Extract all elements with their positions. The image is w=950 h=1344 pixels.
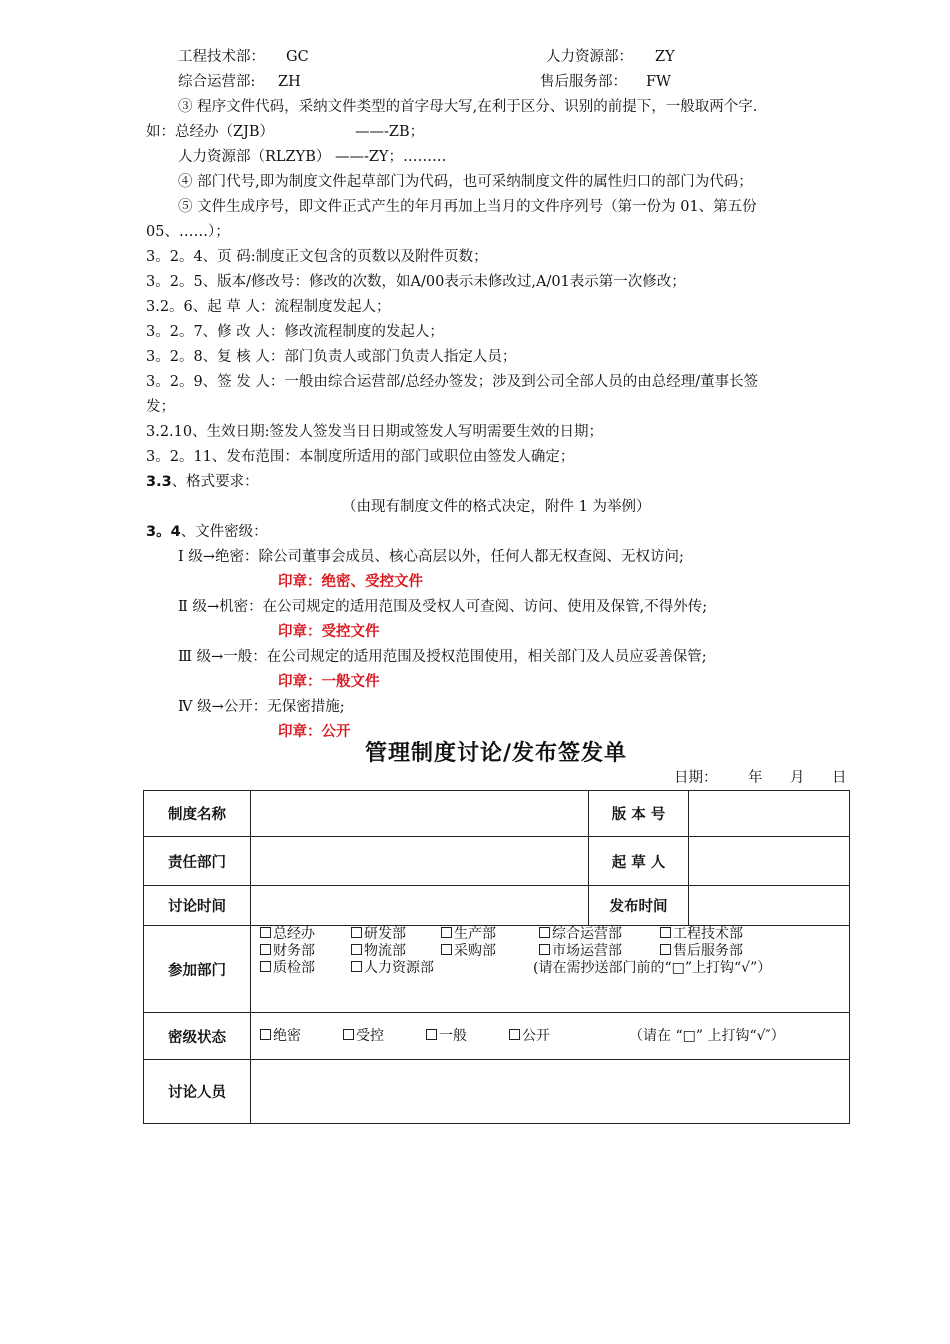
secrecy-option[interactable] bbox=[426, 1026, 467, 1046]
row-name-version bbox=[144, 791, 850, 837]
field-discuss-time[interactable] bbox=[251, 886, 589, 926]
section-3-3-label: 、格式要求： bbox=[171, 474, 259, 490]
row-participants bbox=[144, 926, 850, 1013]
label-publish-time: 发布时间 bbox=[589, 886, 689, 926]
dept-option-label: 总经办 bbox=[273, 926, 315, 942]
level-4-text: Ⅳ 级→公开：无保密措施; bbox=[178, 699, 345, 715]
checkbox-icon[interactable] bbox=[539, 944, 550, 955]
dept-option[interactable] bbox=[539, 943, 622, 960]
field-policy-name[interactable] bbox=[251, 791, 589, 837]
secrecy-note: （请在 “□” 上打钩“√″） bbox=[629, 1028, 785, 1044]
field-version[interactable] bbox=[689, 791, 850, 837]
dept-option-label: 生产部 bbox=[454, 926, 496, 942]
para-example-zb: ——-ZB； bbox=[355, 124, 425, 140]
checkbox-icon[interactable] bbox=[426, 1029, 437, 1040]
level-1-text: Ⅰ 级→绝密：除公司董事会成员、核心高层以外，任何人都无权查阅、无权访问; bbox=[178, 549, 684, 565]
secrecy-option-label: 公开 bbox=[522, 1028, 550, 1044]
item-3-2-8: 3。2。8、复 核 人：部门负责人或部门负责人指定人员； bbox=[146, 349, 517, 365]
section-3-3-number: 3.3 bbox=[146, 474, 172, 490]
dept-option[interactable] bbox=[260, 943, 315, 960]
checkbox-icon[interactable] bbox=[351, 961, 362, 972]
dept-note: (请在需抄送部门前的“□”上打钩“√”） bbox=[533, 960, 772, 976]
item-3-2-5: 3。2。5、版本/修改号：修改的次数，如A/00表示未修改过,A/01表示第一次修改； bbox=[146, 274, 686, 290]
code-label-aftersales: 售后服务部： bbox=[540, 74, 627, 90]
row-dept-drafter bbox=[144, 837, 850, 886]
item-3-2-7: 3。2。7、修 改 人：修改流程制度的发起人； bbox=[146, 324, 444, 340]
dept-option-label: 售后服务部 bbox=[673, 943, 743, 959]
section-3-3-heading bbox=[146, 472, 259, 492]
item-3-2-9: 3。2。9、签 发 人：一般由综合运营部/总经办签发；涉及到公司全部人员的由总经理/董事长签 bbox=[146, 374, 759, 390]
row-times bbox=[144, 886, 850, 926]
secrecy-option[interactable] bbox=[260, 1026, 301, 1046]
participants-cell bbox=[251, 926, 850, 1013]
date-month: 月 bbox=[790, 770, 805, 786]
field-publish-time[interactable] bbox=[689, 886, 850, 926]
item-3-2-6: 3.2。6、起 草 人：流程制度发起人； bbox=[146, 299, 391, 315]
level-3-stamp: 印章：一般文件 bbox=[278, 674, 380, 690]
level-2-text: Ⅱ 级→机密：在公司规定的适用范围及受权人可查阅、访问、使用及保管,不得外传; bbox=[178, 599, 708, 615]
checkbox-icon[interactable] bbox=[343, 1029, 354, 1040]
dept-option-label: 财务部 bbox=[273, 943, 315, 959]
field-responsible-dept[interactable] bbox=[251, 837, 589, 886]
dept-option[interactable] bbox=[539, 926, 622, 943]
level-2-stamp: 印章：受控文件 bbox=[278, 624, 380, 640]
level-1-stamp: 印章：绝密、受控文件 bbox=[278, 574, 423, 590]
label-participants: 参加部门 bbox=[144, 926, 251, 1013]
item-3-2-10: 3.2.10、生效日期:签发人签发当日日期或签发人写明需要生效的日期； bbox=[146, 424, 604, 440]
dept-option[interactable] bbox=[260, 960, 315, 977]
checkbox-icon[interactable] bbox=[260, 1029, 271, 1040]
checkbox-icon[interactable] bbox=[441, 927, 452, 938]
secrecy-options bbox=[251, 1013, 849, 1059]
code-label-hr: 人力资源部： bbox=[546, 49, 633, 65]
dept-option[interactable] bbox=[351, 943, 406, 960]
dept-option-label: 质检部 bbox=[273, 960, 315, 976]
section-3-3-note: （由现有制度文件的格式决定，附件 1 为举例） bbox=[342, 499, 651, 515]
secrecy-option[interactable] bbox=[509, 1026, 550, 1046]
dept-option[interactable] bbox=[441, 926, 496, 943]
section-3-4-label: 、文件密级： bbox=[180, 524, 268, 540]
dept-option[interactable] bbox=[441, 943, 496, 960]
date-day: 日 bbox=[832, 770, 847, 786]
dept-options bbox=[251, 926, 849, 1011]
row-discussants bbox=[144, 1060, 850, 1124]
label-discuss-time: 讨论时间 bbox=[144, 886, 251, 926]
code-value-operations: ZH bbox=[278, 74, 301, 90]
para-program-code: ③ 程序文件代码，采纳文件类型的首字母大写,在利于区分、识别的前提下，一般取两个字. bbox=[178, 99, 758, 115]
code-value-engineering: GC bbox=[286, 49, 309, 65]
code-label-operations: 综合运营部: bbox=[178, 74, 256, 90]
date-label: 日期： bbox=[674, 770, 718, 786]
checkbox-icon[interactable] bbox=[539, 927, 550, 938]
para-serial-number-cont: 05、……）； bbox=[146, 224, 230, 240]
checkbox-icon[interactable] bbox=[260, 944, 271, 955]
dept-option[interactable] bbox=[660, 943, 743, 960]
secrecy-option[interactable] bbox=[343, 1026, 384, 1046]
label-responsible-dept: 责任部门 bbox=[144, 837, 251, 886]
field-discussants[interactable] bbox=[251, 1060, 850, 1124]
para-example-rlzyb: 人力资源部（RLZYB） ——-ZY；……… bbox=[178, 149, 447, 165]
date-year: 年 bbox=[748, 770, 763, 786]
dept-option-label: 采购部 bbox=[454, 943, 496, 959]
checkbox-icon[interactable] bbox=[351, 944, 362, 955]
dept-option[interactable] bbox=[351, 926, 406, 943]
para-serial-number: ⑤ 文件生成序号，即文件正式产生的年月再加上当月的文件序列号（第一份为 01、第五份 bbox=[178, 199, 757, 215]
dept-option-label: 综合运营部 bbox=[552, 926, 622, 942]
item-3-2-11: 3。2。11、发布范围：本制度所适用的部门或职位由签发人确定； bbox=[146, 449, 575, 465]
signoff-form-table bbox=[143, 790, 850, 1124]
checkbox-icon[interactable] bbox=[660, 927, 671, 938]
label-version: 版 本 号 bbox=[589, 791, 689, 837]
section-3-4-heading bbox=[146, 522, 268, 542]
checkbox-icon[interactable] bbox=[509, 1029, 520, 1040]
code-label-engineering: 工程技术部： bbox=[178, 49, 265, 65]
level-4-stamp: 印章：公开 bbox=[278, 724, 351, 740]
dept-option[interactable] bbox=[260, 926, 315, 943]
dept-option-label: 市场运营部 bbox=[552, 943, 622, 959]
para-dept-code: ④ 部门代号,即为制度文件起草部门为代码，也可采纳制度文件的属性归口的部门为代码； bbox=[178, 174, 753, 190]
label-drafter: 起 草 人 bbox=[589, 837, 689, 886]
checkbox-icon[interactable] bbox=[260, 927, 271, 938]
label-secrecy: 密级状态 bbox=[144, 1013, 251, 1060]
secrecy-option-label: 绝密 bbox=[273, 1028, 301, 1044]
level-3-text: Ⅲ 级→一般：在公司规定的适用范围及授权范围使用，相关部门及人员应妥善保管; bbox=[178, 649, 707, 665]
field-drafter[interactable] bbox=[689, 837, 850, 886]
dept-option[interactable] bbox=[660, 926, 743, 943]
label-policy-name: 制度名称 bbox=[144, 791, 251, 837]
dept-option-label: 物流部 bbox=[364, 943, 406, 959]
secrecy-cell bbox=[251, 1013, 850, 1060]
code-value-hr: ZY bbox=[655, 49, 675, 65]
section-3-4-number: 3。4 bbox=[146, 524, 181, 540]
item-3-2-9-cont: 发； bbox=[146, 399, 175, 415]
dept-option-label: 工程技术部 bbox=[673, 926, 743, 942]
secrecy-option-label: 受控 bbox=[356, 1028, 384, 1044]
item-3-2-4: 3。2。4、页 码:制度正文包含的页数以及附件页数； bbox=[146, 249, 488, 265]
code-value-aftersales: FW bbox=[646, 74, 671, 90]
form-title: 管理制度讨论/发布签发单 bbox=[364, 741, 628, 766]
checkbox-icon[interactable] bbox=[441, 944, 452, 955]
checkbox-icon[interactable] bbox=[660, 944, 671, 955]
dept-option-label: 研发部 bbox=[364, 926, 406, 942]
dept-option[interactable] bbox=[351, 960, 434, 977]
label-discussants: 讨论人员 bbox=[144, 1060, 251, 1124]
checkbox-icon[interactable] bbox=[260, 961, 271, 972]
checkbox-icon[interactable] bbox=[351, 927, 362, 938]
dept-option-label: 人力资源部 bbox=[364, 960, 434, 976]
para-example-zjb: 如：总经办（ZJB） bbox=[146, 124, 275, 140]
secrecy-option-label: 一般 bbox=[439, 1028, 467, 1044]
row-secrecy bbox=[144, 1013, 850, 1060]
